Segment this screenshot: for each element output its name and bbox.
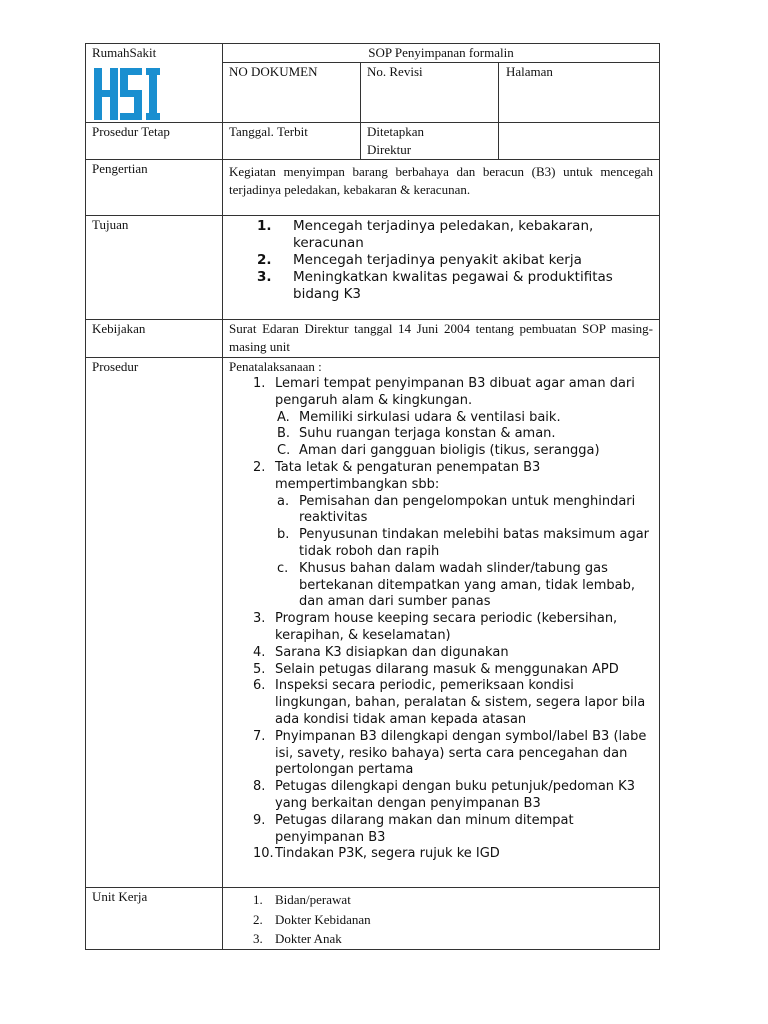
prosedur-item-text: Tata letak & pengaturan penempatan B3 mempertimbangkan sbb:	[275, 459, 541, 492]
ditetapkan-cell	[361, 123, 499, 160]
prosedur-intro: Penatalaksanaan :	[229, 359, 322, 374]
unit-kerja-text: Bidan/perawat	[275, 892, 351, 907]
prosedur-list	[229, 376, 653, 863]
prosedur-item-text: Selain petugas dilarang masuk & menggunakan APD	[275, 661, 619, 677]
prosedur-item-text: Pnyimpanan B3 dilengkapi dengan symbol/label B3 (labe isi, savety, resiko bahaya) serta cara pencegahan dan pertolongan pertama	[275, 728, 647, 778]
unit-kerja-marker: 2.	[253, 911, 263, 927]
tujuan-cell	[223, 216, 660, 320]
tanggal-terbit-cell: Tanggal. Terbit	[223, 123, 361, 160]
prosedur-item	[275, 662, 653, 679]
prosedur-item-text: Sarana K3 disiapkan dan digunakan	[275, 644, 509, 660]
prosedur-subitem-marker: a.	[277, 493, 290, 509]
prosedur-subitem-marker: c.	[277, 560, 289, 576]
prosedur-item	[275, 611, 653, 645]
unit-kerja-list	[229, 890, 653, 949]
prosedur-item-text: Program house keeping secara periodic (kebersihan, kerapihan, & keselamatan)	[275, 611, 618, 643]
prosedur-item	[275, 678, 653, 728]
prosedur-subitem	[277, 443, 653, 460]
hospital-label: RumahSakit	[92, 45, 157, 60]
prosedur-subitem-text: Penyusunan tindakan melebihi batas maksimum agar tidak roboh dan rapih	[299, 527, 650, 559]
prosedur-subitem	[277, 527, 653, 561]
prosedur-subitem-text: Aman dari gangguan bioligis (tikus, serangga)	[299, 443, 600, 459]
pengertian-text: Kegiatan menyimpan barang berbahaya dan beracun (B3) untuk mencegah terjadinya peledakan, kebakaran & keracunan.	[223, 160, 660, 216]
tujuan-item: Meningkatkan kwalitas pegawai & produktifitas bidang K3	[293, 269, 613, 302]
prosedur-subitem	[277, 493, 653, 528]
prosedur-subitem-text: Pemisahan dan pengelompokan untuk menghindari reaktivitas	[299, 493, 636, 526]
tujuan-item: Mencegah terjadinya penyakit akibat kerja	[293, 252, 582, 268]
document-title: SOP Penyimpanan formalin	[223, 44, 660, 63]
prosedur-label: Prosedur	[86, 358, 223, 888]
pengertian-label: Pengertian	[86, 160, 223, 216]
prosedur-item	[275, 460, 653, 611]
no-dokumen-cell: NO DOKUMEN	[223, 63, 361, 123]
unit-kerja-cell	[223, 888, 660, 950]
prosedur-item	[275, 376, 653, 460]
sop-document-table	[85, 43, 660, 950]
prosedur-subitem-marker: C.	[277, 443, 291, 459]
prosedur-subitem	[277, 560, 653, 611]
prosedur-subitem-text: Khusus bahan dalam wadah slinder/tabung gas bertekanan ditempatkan yang aman, tidak lembab, dan aman dari sumber panas	[299, 560, 635, 610]
prosedur-item	[275, 846, 653, 863]
prosedur-tetap-label: Prosedur Tetap	[86, 123, 223, 160]
prosedur-item-text: Tindakan P3K, segera rujuk ke IGD	[275, 846, 500, 862]
unit-kerja-item	[253, 929, 653, 949]
unit-kerja-item	[253, 910, 653, 930]
unit-kerja-text: Dokter Kebidanan	[275, 911, 371, 927]
prosedur-item	[275, 645, 653, 662]
prosedur-item	[275, 813, 653, 847]
prosedur-subitem	[277, 409, 653, 427]
prosedur-item-text: Petugas dilarang makan dan minum ditempat penyimpanan B3	[275, 812, 574, 845]
prosedur-subitem-text: Suhu ruangan terjaga konstan & aman.	[299, 426, 556, 442]
empty-signature-cell	[499, 123, 660, 160]
ditetapkan-line2: Direktur	[367, 142, 412, 157]
tujuan-item: Mencegah terjadinya peledakan, kebakaran, keracunan	[293, 218, 594, 251]
kebijakan-text: Surat Edaran Direktur tanggal 14 Juni 2004 tentang pembuatan SOP masing-masing unit	[223, 320, 660, 358]
unit-kerja-label: Unit Kerja	[86, 888, 223, 950]
prosedur-item	[275, 729, 653, 779]
kebijakan-label: Kebijakan	[86, 320, 223, 358]
prosedur-cell	[223, 358, 660, 888]
prosedur-subitem-marker: b.	[277, 527, 290, 543]
prosedur-item-text: Petugas dilengkapi dengan buku petunjuk/pedoman K3 yang berkaitan dengan penyimpanan B3	[275, 779, 635, 811]
prosedur-subitem	[277, 426, 653, 443]
prosedur-sublist	[275, 494, 653, 612]
halaman-cell: Halaman	[499, 63, 660, 123]
tujuan-list	[229, 218, 653, 303]
hospital-logo-icon	[92, 66, 162, 122]
unit-kerja-text: Dokter Anak	[275, 931, 342, 946]
prosedur-subitem-marker: A.	[277, 409, 290, 425]
unit-kerja-marker: 1.	[253, 892, 263, 907]
unit-kerja-marker: 3.	[253, 931, 263, 946]
ditetapkan-line1: Ditetapkan	[367, 124, 425, 139]
unit-kerja-item	[253, 890, 653, 910]
hospital-cell	[86, 44, 223, 123]
tujuan-label: Tujuan	[86, 216, 223, 320]
no-revisi-cell: No. Revisi	[361, 63, 499, 123]
prosedur-item	[275, 779, 653, 813]
prosedur-subitem-text: Memiliki sirkulasi udara & ventilasi baik.	[299, 409, 561, 425]
prosedur-sublist	[275, 410, 653, 460]
prosedur-item-text: Lemari tempat penyimpanan B3 dibuat agar aman dari pengaruh alam & kingkungan.	[275, 376, 635, 408]
prosedur-item-text: Inspeksi secara periodic, pemeriksaan kondisi lingkungan, bahan, peralatan & sistem, segera lapor bila ada kondisi tidak aman kepada atasan	[275, 678, 646, 727]
prosedur-subitem-marker: B.	[277, 426, 291, 442]
